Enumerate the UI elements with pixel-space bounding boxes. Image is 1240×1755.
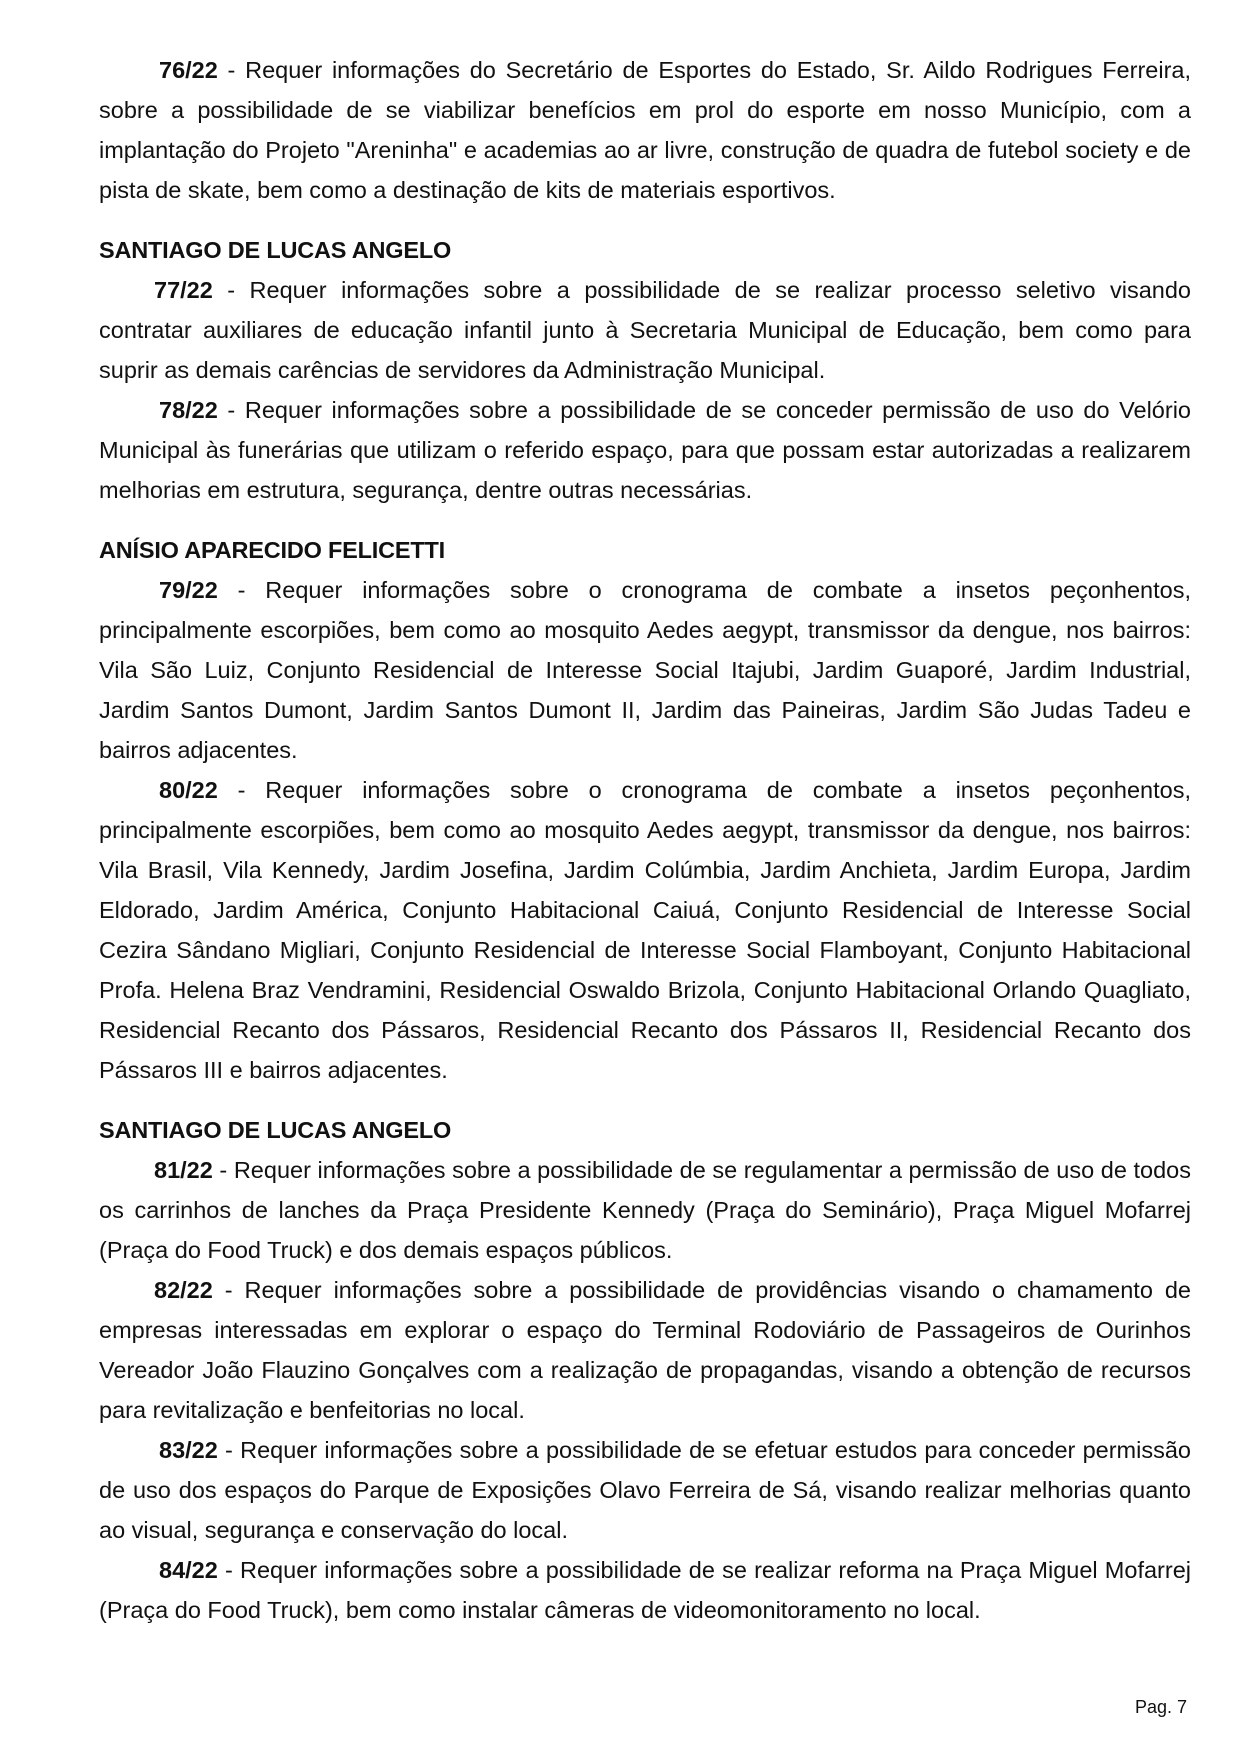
request-text: - Requer informações sobre a possibilidade de se realizar reforma na Praça Miguel Mofarrej (Praça do Food Truck), bem como instalar câmeras de videomonitoramento no local. — [99, 1557, 1191, 1623]
request-text: - Requer informações sobre a possibilidade de se regulamentar a permissão de uso de todos os carrinhos de lanches da Praça Presidente Kennedy (Praça do Seminário), Praça Miguel Mofarrej (Praça do Food Truck) e dos demais espaços públicos. — [99, 1157, 1191, 1263]
request-number: 78/22 — [159, 397, 218, 423]
request-text: - Requer informações sobre o cronograma de combate a insetos peçonhentos, principalmente escorpiões, bem como ao mosquito Aedes aegypt, transmissor da dengue, nos bairros: Vila São Luiz, Conjunto Residencial de Interesse Social Itajubi, Jardim Guaporé, Jardim Industrial, Jardim Santos Dumont, Jardim Santos Dumont II, Jardim das Paineiras, Jardim São Judas Tadeu e bairros adjacentes. — [99, 577, 1191, 763]
request-82 — [99, 1270, 1191, 1430]
author-heading: SANTIAGO DE LUCAS ANGELO — [99, 237, 452, 263]
request-number: 79/22 — [159, 577, 218, 603]
request-79 — [99, 570, 1191, 770]
request-number: 83/22 — [159, 1437, 218, 1463]
request-number: 81/22 — [154, 1157, 213, 1183]
author-heading: ANÍSIO APARECIDO FELICETTI — [99, 537, 446, 563]
request-84 — [99, 1550, 1191, 1630]
request-80 — [99, 770, 1191, 1090]
page-number: Pag. 7 — [1134, 1697, 1187, 1717]
request-text: - Requer informações sobre a possibilidade de se realizar processo seletivo visando contratar auxiliares de educação infantil junto à Secretaria Municipal de Educação, bem como para suprir as demais carências de servidores da Administração Municipal. — [99, 277, 1191, 383]
request-81 — [99, 1150, 1191, 1270]
request-number: 77/22 — [154, 277, 213, 303]
request-text: - Requer informações sobre a possibilidade de se conceder permissão de uso do Velório Municipal às funerárias que utilizam o referido espaço, para que possam estar autorizadas a realizarem melhorias em estrutura, segurança, dentre outras necessárias. — [99, 397, 1191, 503]
request-text: - Requer informações sobre a possibilidade de providências visando o chamamento de empresas interessadas em explorar o espaço do Terminal Rodoviário de Passageiros de Ourinhos Vereador João Flauzino Gonçalves com a realização de propagandas, visando a obtenção de recursos para revitalização e benfeitorias no local. — [99, 1277, 1191, 1423]
request-number: 76/22 — [159, 57, 218, 83]
request-text: - Requer informações sobre o cronograma de combate a insetos peçonhentos, principalmente escorpiões, bem como ao mosquito Aedes aegypt, transmissor da dengue, nos bairros: Vila Brasil, Vila Kennedy, Jardim Josefina, Jardim Colúmbia, Jardim Anchieta, Jardim Europa, Jardim Eldorado, Jardim América, Conjunto Habitacional Caiuá, Conjunto Residencial de Interesse Social Cezira Sândano Migliari, Conjunto Residencial de Interesse Social Flamboyant, Conjunto Habitacional Profa. Helena Braz Vendramini, Residencial Oswaldo Brizola, Conjunto Habitacional Orlando Quagliato, Residencial Recanto dos Pássaros, Residencial Recanto dos Pássaros II, Residencial Recanto dos Pássaros III e bairros adjacentes. — [99, 777, 1191, 1083]
request-text: - Requer informações sobre a possibilidade de se efetuar estudos para conceder permissão de uso dos espaços do Parque de Exposições Olavo Ferreira de Sá, visando realizar melhorias quanto ao visual, segurança e conservação do local. — [99, 1437, 1191, 1543]
request-number: 80/22 — [159, 777, 218, 803]
document-page — [99, 50, 1191, 1630]
request-83 — [99, 1430, 1191, 1550]
request-text: - Requer informações do Secretário de Esportes do Estado, Sr. Aildo Rodrigues Ferreira, sobre a possibilidade de se viabilizar benefícios em prol do esporte em nosso Município, com a implantação do Projeto "Areninha" e academias ao ar livre, construção de quadra de futebol society e de pista de skate, bem como a destinação de kits de materiais esportivos. — [99, 57, 1191, 203]
request-77 — [99, 270, 1191, 390]
request-76 — [99, 50, 1191, 210]
author-heading: SANTIAGO DE LUCAS ANGELO — [99, 1117, 452, 1143]
request-number: 82/22 — [154, 1277, 213, 1303]
request-78 — [99, 390, 1191, 510]
request-number: 84/22 — [159, 1557, 218, 1583]
